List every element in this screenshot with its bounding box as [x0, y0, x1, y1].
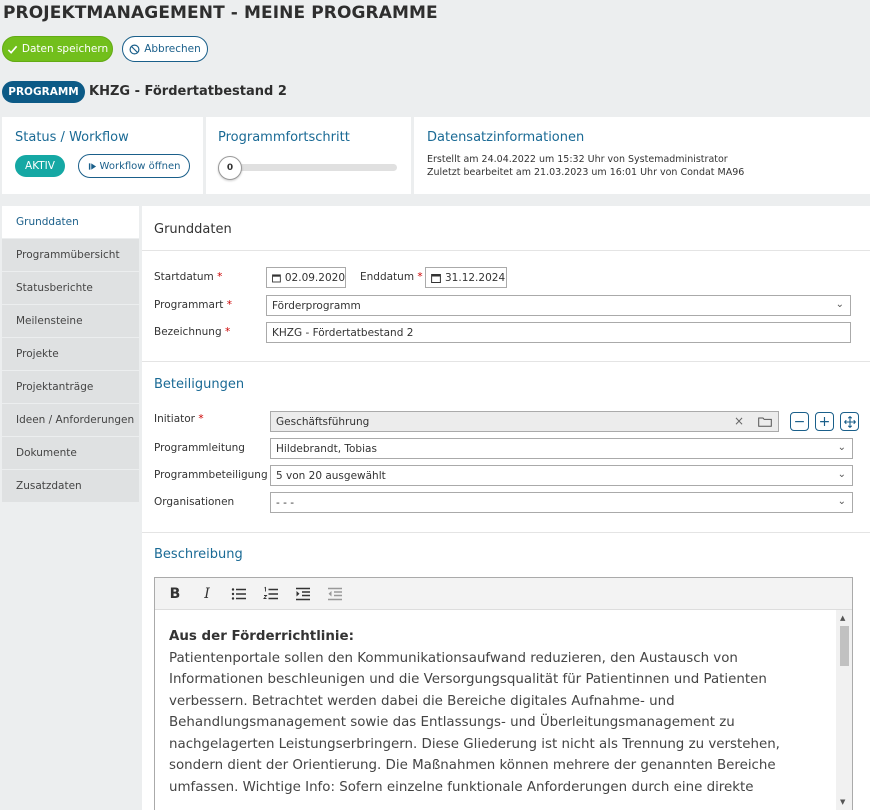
folder-icon[interactable] [758, 417, 772, 427]
editor-content[interactable] [155, 610, 836, 810]
info-panel-title: Datensatzinformationen [427, 130, 585, 145]
outdent-button[interactable] [326, 585, 344, 603]
check-icon [7, 44, 18, 55]
programmleitung-label: Programmleitung [154, 442, 245, 454]
main-content [142, 206, 870, 810]
sidebar-item-projektantraege[interactable]: Projektanträge [2, 371, 139, 403]
sidebar-item-grunddaten[interactable]: Grunddaten [2, 206, 139, 238]
start-date-label: Startdatum * [154, 271, 223, 283]
workflow-button-label: Workflow öffnen [99, 160, 181, 172]
programmleitung-select[interactable] [270, 438, 853, 459]
programmart-value: Förderprogramm [272, 299, 361, 312]
divider [142, 532, 870, 533]
initiator-field[interactable] [270, 411, 779, 432]
play-step-icon [88, 162, 97, 171]
description-line: Informationen beschleunigen und die Versorgungsqualität für Patientinnen und Patienten [169, 672, 767, 687]
description-line: nachgelagerten Leistungserbringern. Diese Gliederung ist nicht als Trennung zu verstehen, [169, 736, 780, 752]
description-line: Patientenportale sollen den Kommunikationsaufwand reduzieren, den Austausch von [169, 650, 738, 666]
remove-button[interactable]: − [790, 412, 809, 431]
chevron-down-icon: ⌄ [837, 496, 846, 507]
organisationen-label: Organisationen [154, 496, 235, 508]
outdent-icon [327, 586, 343, 602]
sidebar-item-zusatzdaten[interactable]: Zusatzdaten [2, 470, 139, 502]
chevron-down-icon: ⌄ [837, 469, 846, 480]
italic-button[interactable]: I [204, 585, 210, 602]
initiator-value: Geschäftsführung [276, 415, 370, 428]
chevron-down-icon: ⌄ [835, 299, 844, 310]
progress-slider-track[interactable] [218, 164, 397, 171]
programmbeteiligung-value: 5 von 20 ausgewählt [276, 469, 386, 482]
description-line: sondern dient der Orientierung. Die Maßnahmen können mehrere der genannten Bereiche [169, 758, 776, 773]
sidebar-item-programmuebersicht[interactable]: Programmübersicht [2, 239, 139, 271]
editor-toolbar [155, 578, 852, 610]
status-workflow-panel [2, 117, 203, 194]
end-date-value: 31.12.2024 [445, 271, 506, 284]
save-button-label: Daten speichern [21, 43, 109, 55]
bezeichnung-input[interactable] [266, 322, 851, 343]
calendar-icon [272, 273, 281, 283]
program-name: KHZG - Fördertatbestand 2 [89, 84, 287, 99]
initiator-label: Initiator * [154, 413, 204, 425]
program-badge: PROGRAMM [2, 81, 85, 103]
description-heading: Aus der Förderrichtlinie: [169, 629, 354, 644]
indent-button[interactable] [294, 585, 312, 603]
cancel-button[interactable] [122, 36, 208, 62]
sidebar-item-statusberichte[interactable]: Statusberichte [2, 272, 139, 304]
status-panel-title: Status / Workflow [15, 130, 129, 145]
description-editor [154, 577, 853, 810]
forbidden-icon [129, 44, 140, 55]
description-line: Behandlungsmanagement sowie das Entlassungs- und Überleitungsmanagement zu [169, 715, 735, 730]
divider [142, 250, 870, 251]
move-arrows-icon [844, 416, 856, 428]
organisationen-value: - - - [276, 496, 295, 509]
organisationen-select[interactable] [270, 492, 853, 513]
progress-slider-handle[interactable]: 0 [218, 156, 242, 180]
move-button[interactable] [840, 412, 859, 431]
programmleitung-value: Hildebrandt, Tobias [276, 442, 377, 455]
bold-button[interactable]: B [169, 585, 181, 602]
record-info-panel [414, 117, 870, 194]
bullet-list-icon [231, 586, 247, 602]
clear-icon[interactable]: × [733, 414, 744, 428]
scrollbar-thumb[interactable] [840, 626, 849, 666]
progress-panel-title: Programmfortschritt [218, 130, 350, 145]
page-title: PROJEKTMANAGEMENT - MEINE PROGRAMME [3, 3, 438, 23]
edited-info: Zuletzt bearbeitet am 21.03.2023 um 16:01 Uhr von Condat MA96 [427, 167, 745, 178]
description-line: verbessern. Betrachtet werden dabei die Bereiche digitales Aufnahme- und [169, 693, 675, 709]
programmart-select[interactable] [266, 295, 851, 316]
save-button[interactable] [2, 36, 113, 62]
program-progress-panel [206, 117, 411, 194]
programmbeteiligung-select[interactable] [270, 465, 853, 486]
sidebar-nav [2, 206, 139, 503]
programmbeteiligung-label: Programmbeteiligung [154, 469, 268, 481]
sidebar-item-dokumente[interactable]: Dokumente [2, 437, 139, 469]
sidebar-item-ideen-anforderungen[interactable]: Ideen / Anforderungen [2, 404, 139, 436]
end-date-field[interactable] [425, 267, 507, 288]
bezeichnung-label: Bezeichnung * [154, 326, 231, 338]
end-date-label: Enddatum * [360, 271, 423, 283]
sidebar-item-meilensteine[interactable]: Meilensteine [2, 305, 139, 337]
sidebar-item-projekte[interactable]: Projekte [2, 338, 139, 370]
grunddaten-title: Grunddaten [154, 222, 232, 237]
scroll-up-icon[interactable]: ▲ [840, 614, 846, 622]
beschreibung-title: Beschreibung [154, 547, 243, 562]
chevron-down-icon: ⌄ [837, 442, 846, 453]
editor-scrollbar[interactable] [836, 610, 852, 810]
programmart-label: Programmart * [154, 299, 232, 311]
bezeichnung-value: KHZG - Fördertatbestand 2 [272, 326, 414, 339]
status-badge: AKTIV [15, 155, 65, 177]
calendar-icon [431, 273, 441, 283]
add-button[interactable]: + [815, 412, 834, 431]
start-date-field[interactable] [266, 267, 346, 288]
beteiligungen-title: Beteiligungen [154, 377, 245, 392]
description-line: umfassen. Wichtige Info: Sofern einzelne funktionale Anforderungen durch eine direkte [169, 779, 754, 795]
cancel-button-label: Abbrechen [144, 43, 201, 55]
divider [142, 361, 870, 362]
numbered-list-icon [263, 586, 279, 602]
indent-icon [295, 586, 311, 602]
created-info: Erstellt am 24.04.2022 um 15:32 Uhr von Systemadministrator [427, 154, 728, 165]
start-date-value: 02.09.2020 [284, 271, 345, 284]
scroll-down-icon[interactable]: ▼ [840, 798, 846, 806]
workflow-open-button[interactable] [78, 154, 190, 178]
numbered-list-button[interactable] [262, 585, 280, 603]
bullet-list-button[interactable] [230, 585, 248, 603]
